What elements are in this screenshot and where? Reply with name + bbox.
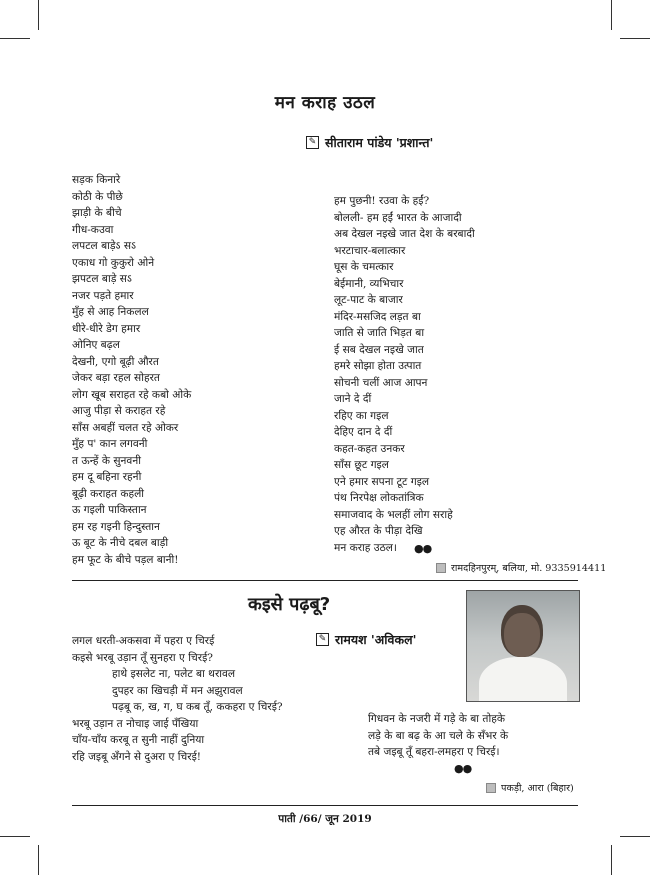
poem-line: घूस के चमत्कार: [334, 261, 394, 273]
poem-line: बेईमानी, व्यभिचार: [334, 277, 404, 290]
poem-line: एकाध गो कुकुरो ओने: [72, 256, 155, 269]
poem-line: जाति से जाति भिड़त बा: [334, 327, 425, 339]
square-bullet-icon: [486, 783, 496, 793]
poem2-author: [316, 631, 416, 648]
poem-line: समाजवाद के भलहीं लोग सराहे: [334, 508, 453, 521]
author-photo: [466, 590, 580, 702]
poem2-author-name: रामयश 'अविकल': [335, 632, 417, 647]
poem-line: हम दू बहिना रहनी: [72, 471, 142, 483]
poem-line: हम पुछनी! रउवा के हईं?: [334, 195, 430, 207]
poem-line: हम फूट के बीचे पड़ल बानी!: [72, 553, 179, 566]
poem1-right-column: [334, 193, 475, 556]
poem-line: लपटल बाड़ेऽ सऽ: [72, 240, 136, 252]
poem-line: लूट-पाट के बाजार: [334, 294, 403, 306]
poem-line: भरटाचार-बलात्कार: [334, 244, 406, 257]
poem-line: दुपहर का खिचड़ी में मन अझुरावल: [112, 684, 243, 697]
poem1-title: मन कराह उठल: [274, 93, 376, 113]
poem-line: लोग खूब सराहत रहे कबो ओके: [72, 388, 192, 401]
poem-line: देहिए दान दे दीं: [334, 426, 393, 438]
poem-line: रहि जइबू अँगने से दुअरा ए चिरई!: [72, 750, 202, 763]
poem1-location-text: रामदहिनपुरम्, बलिया, मो. 9335914411: [451, 563, 607, 574]
poem1-end-mark: ●●: [414, 542, 432, 555]
poem-line: एह औरत के पीड़ा देखि: [334, 525, 423, 537]
poem-line: एने हमार सपना टूट गइल: [334, 475, 430, 488]
poem-line: हमरे सोझा होता उत्पात: [334, 360, 422, 372]
poem-line: ओनिए बढ़ल: [72, 339, 120, 351]
poem-line: आजु पीड़ा से कराहत रहे: [72, 405, 166, 417]
poem-line: साँस छूट गइल: [334, 459, 389, 471]
poem-line: झाड़ी के बीचे: [72, 207, 122, 219]
poem2-right-column: [368, 711, 508, 761]
poem-line: हम रह गइनी हिन्दुस्तान: [72, 520, 160, 533]
poem-line: ऊ गइली पाकिस्तान: [72, 504, 147, 516]
poem2-end-mark: ●●: [454, 762, 472, 775]
poem-line: पढ़बू क, ख, ग, घ कब तूँ, ककहरा ए चिरई?: [112, 701, 283, 713]
poem2-title: कइसे पढ़बू?: [248, 594, 331, 615]
poem-line: चाँय-चाँय करबू त सुनी नाहीं दुनिया: [72, 734, 205, 746]
poem-line: भरबू उड़ान त नोचाइ जाई पँखिया: [72, 717, 199, 730]
crop-mark: [611, 845, 612, 875]
footer-divider: [72, 805, 578, 806]
poem1-author-name: सीताराम पांडेय 'प्रशान्त': [325, 135, 434, 150]
poem1-left-column: [72, 172, 191, 568]
pen-icon: ✎: [316, 633, 329, 646]
poem-line: नजर पड़ते हमार: [72, 289, 134, 302]
poem1-author: [306, 134, 433, 151]
pen-icon: ✎: [306, 136, 319, 149]
crop-mark: [38, 845, 39, 875]
poem-line: सड़क किनारे: [72, 174, 121, 186]
section-divider: [72, 580, 578, 581]
poem-line: सोचनी चलीं आज आपन: [334, 376, 428, 389]
poem-line: लड़े के बा बढ़ के आ चले के सँभर के: [368, 729, 509, 742]
poem-line: कोठी के पीछे: [72, 190, 123, 203]
poem-line: कइसे भरबू उड़ान तूँ सुनहरा ए चिरई?: [72, 651, 213, 664]
crop-mark: [620, 836, 650, 837]
poem-line: देखनी, एगो बूढ़ी औरत: [72, 355, 159, 368]
poem2-left-column: [72, 633, 283, 765]
poem-line: मन कराह उठल।: [334, 541, 397, 554]
poem-line: साँस अबहीं चलत रहे ओकर: [72, 421, 179, 434]
poem-line: बूढ़ी कराहत कहली: [72, 487, 145, 500]
poem-line: अब देखल नइखे जात देश के बरबादी: [334, 228, 475, 240]
poem-line: पंथ निरपेक्ष लोकतांत्रिक: [334, 492, 424, 504]
poem-line: जेकर बड़ा रहल सोहरत: [72, 372, 160, 384]
poem-line: लगल धरती-अकसवा में पहरा ए चिरई: [72, 635, 215, 647]
crop-mark: [0, 38, 30, 39]
crop-mark: [0, 836, 30, 837]
poem-line: हाथे इसलेट ना, पलेट बा थरावल: [112, 668, 236, 680]
crop-mark: [611, 0, 612, 30]
poem-line: ई सब देखल नइखे जात: [334, 343, 424, 356]
crop-mark: [620, 38, 650, 39]
poem-line: मुँह प' कान लगवनी: [72, 438, 148, 450]
square-bullet-icon: [436, 563, 446, 573]
crop-mark: [38, 0, 39, 30]
poem-line: बोलली- हम हईं भारत के आजादी: [334, 211, 462, 224]
poem1-location: [436, 561, 606, 574]
poem-line: गीध-कउवा: [72, 223, 114, 236]
poem2-location: [486, 781, 574, 794]
poem-line: कहत-कहत उनकर: [334, 442, 405, 455]
poem-line: त ऊन्हें के सुनवनी: [72, 454, 141, 467]
poem-line: धीरे-धीरे डेग हमार: [72, 322, 141, 335]
poem-line: ऊ बूट के नीचे दबल बाड़ी: [72, 537, 169, 549]
poem-line: मंदिर-मसजिद लड़त बा: [334, 310, 421, 323]
page-footer: पाती /66/ जून 2019: [278, 813, 372, 825]
poem-line: तबे जइबू तूँ बहरा-लमहरा ए चिरई।: [368, 746, 500, 758]
poem2-location-text: पकड़ी, आरा (बिहार): [501, 783, 574, 794]
poem-line: रहिए का गइल: [334, 409, 389, 422]
poem-line: झपटल बाड़े सऽ: [72, 273, 132, 285]
poem-line: जाने दे दीं: [334, 393, 372, 405]
poem-line: मुँह से आह निकलल: [72, 306, 149, 318]
poem-line: गिधवन के नजरी में गड़े के बा तोहके: [368, 713, 505, 725]
